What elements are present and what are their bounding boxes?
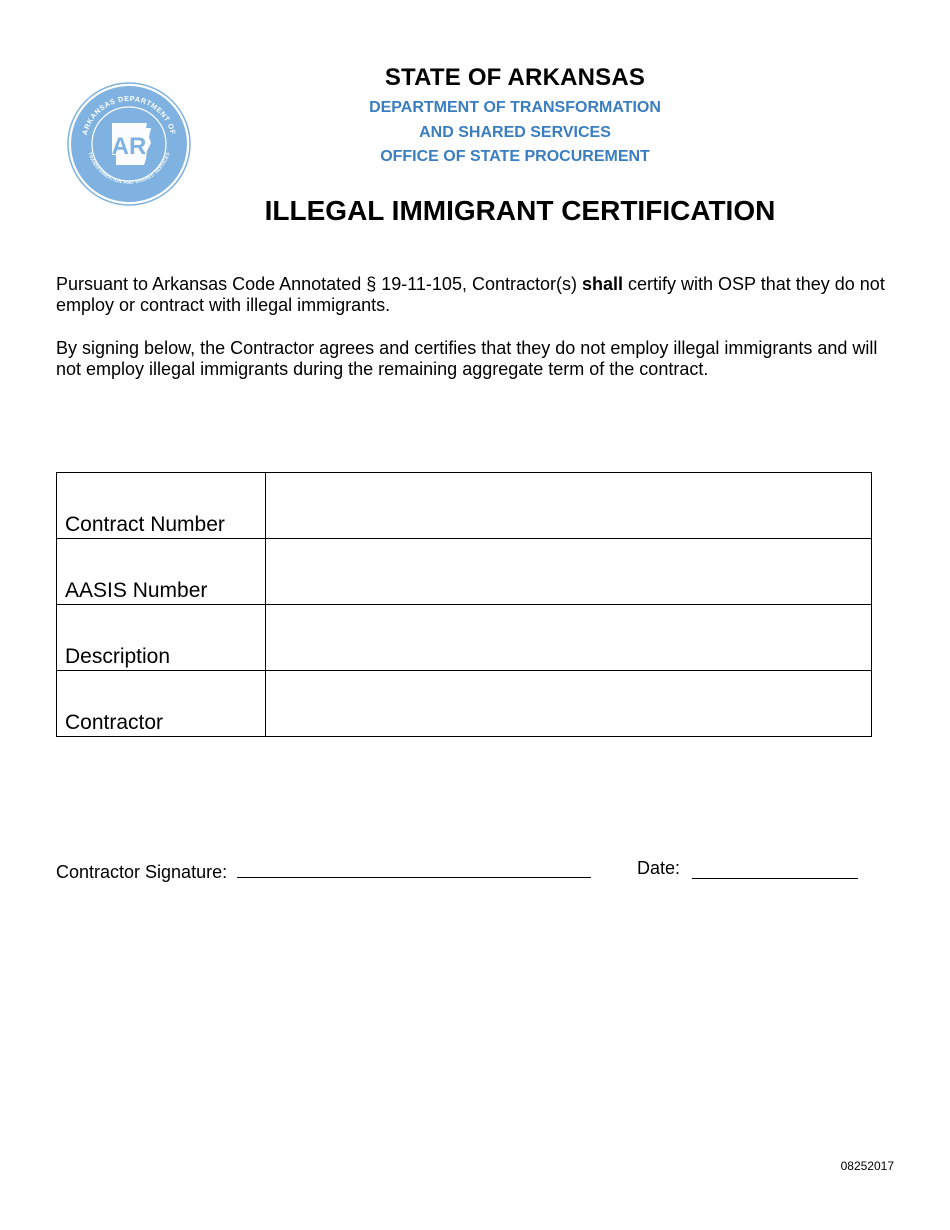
- contract-number-label: Contract Number: [57, 473, 266, 539]
- date-label: Date:: [637, 858, 681, 878]
- description-label: Description: [57, 605, 266, 671]
- aasis-number-label: AASIS Number: [57, 539, 266, 605]
- department-line-1: DEPARTMENT OF TRANSFORMATION: [369, 99, 661, 116]
- signature-line[interactable]: [237, 858, 591, 878]
- arkansas-seal-icon: [66, 81, 192, 207]
- table-row: [57, 671, 872, 737]
- contract-number-field[interactable]: [266, 473, 872, 539]
- document-title: ILLEGAL IMMIGRANT CERTIFICATION: [264, 195, 776, 226]
- department-line-2: AND SHARED SERVICES: [419, 124, 611, 141]
- state-title: STATE OF ARKANSAS: [384, 64, 646, 91]
- signature-row: [56, 858, 591, 883]
- date-line[interactable]: [692, 858, 858, 879]
- seal-ring-text-bottom: TRANSFORMATION AND SHARED SERVICES: [87, 151, 171, 185]
- table-row: [57, 539, 872, 605]
- form-code: 08252017: [840, 1159, 894, 1173]
- aasis-number-field[interactable]: [266, 539, 872, 605]
- contractor-label: Contractor: [57, 671, 266, 737]
- contractor-field[interactable]: [266, 671, 872, 737]
- table-row: [57, 473, 872, 539]
- seal-ring-text-top: ARKANSAS DEPARTMENT OF: [80, 93, 178, 136]
- table-row: [57, 605, 872, 671]
- description-field[interactable]: [266, 605, 872, 671]
- statute-paragraph: [56, 274, 906, 316]
- statute-text-start: Pursuant to Arkansas Code Annotated § 19-11-105, Contractor(s): [56, 274, 582, 294]
- statute-text-end: certify with OSP that they do not employ or contract with illegal immigrants.: [56, 274, 885, 315]
- department-line-3: OFFICE OF STATE PROCUREMENT: [380, 148, 650, 165]
- signature-label: Contractor Signature:: [56, 862, 228, 882]
- statute-emphasis: shall: [581, 274, 624, 294]
- seal-center-text: AR: [111, 133, 147, 160]
- certification-paragraph: By signing below, the Contractor agrees and certifies that they do not employ illegal immigrants and will not employ illegal immigrants during the remaining aggregate term of the contract.: [56, 338, 878, 379]
- contract-info-table: [56, 472, 872, 737]
